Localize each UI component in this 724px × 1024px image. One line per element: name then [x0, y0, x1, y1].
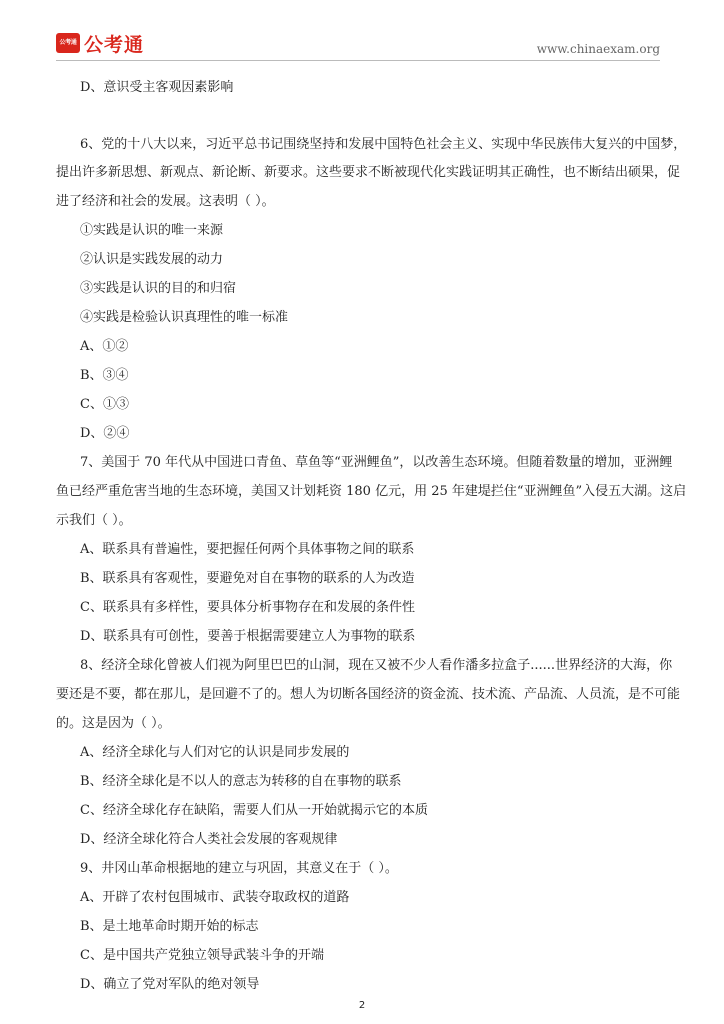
question-8-line: 8、经济全球化曾被人们视为阿里巴巴的山洞，现在又被不少人看作潘多拉盒子......世界经济的大海，你	[80, 658, 673, 673]
statement-line: ③实践是认识的目的和归宿	[80, 281, 237, 296]
option-line: D、经济全球化符合人类社会发展的客观规律	[80, 832, 338, 847]
option-line: D、联系具有可创性，要善于根据需要建立人为事物的联系	[80, 629, 416, 644]
site-url: www.chinaexam.org	[536, 42, 660, 56]
question-8-line: 要还是不要，都在那儿，是回避不了的。想人为切断各国经济的资金流、技术流、产品流、人员流，是不可能	[56, 687, 681, 702]
logo-badge-icon: 公考通	[56, 33, 80, 53]
option-line: B、联系具有客观性，要避免对自在事物的联系的人为改造	[80, 571, 415, 586]
question-9-line: 9、井冈山革命根据地的建立与巩固，其意义在于（ ）。	[80, 861, 398, 876]
option-line: A、开辟了农村包围城市、武装夺取政权的道路	[80, 890, 350, 905]
option-line: D、②④	[80, 426, 130, 441]
question-6-line: 6、党的十八大以来，习近平总书记围绕坚持和发展中国特色社会主义、实现中华民族伟大复兴的中国梦，	[80, 137, 687, 152]
option-line: B、是土地革命时期开始的标志	[80, 919, 259, 934]
statement-line: ④实践是检验认识真理性的唯一标准	[80, 310, 289, 325]
question-6-line: 提出许多新思想、新观点、新论断、新要求。这些要求不断被现代化实践证明其正确性，也不断结出硕果，促	[56, 165, 681, 180]
question-6-line: 进了经济和社会的发展。这表明（ ）。	[56, 194, 275, 209]
option-line: A、①②	[80, 339, 129, 354]
option-line: C、经济全球化存在缺陷，需要人们从一开始就揭示它的本质	[80, 803, 428, 818]
option-line: A、经济全球化与人们对它的认识是同步发展的	[80, 745, 350, 760]
option-line: B、经济全球化是不以人的意志为转移的自在事物的联系	[80, 774, 402, 789]
question-7-line: 示我们（ ）。	[56, 513, 132, 528]
option-line: B、③④	[80, 368, 129, 383]
question-8-line: 的。这是因为（ ）。	[56, 716, 171, 731]
option-line: C、是中国共产党独立领导武装斗争的开端	[80, 948, 324, 963]
statement-line: ②认识是实践发展的动力	[80, 252, 224, 267]
statement-line: ①实践是认识的唯一来源	[80, 223, 224, 238]
logo-text: 公考通	[84, 34, 145, 56]
page-number: 2	[358, 1000, 366, 1011]
option-line: D、确立了党对军队的绝对领导	[80, 977, 260, 992]
option-line: A、联系具有普遍性，要把握任何两个具体事物之间的联系	[80, 542, 415, 557]
page-header	[0, 0, 724, 62]
question-7-line: 7、美国于 70 年代从中国进口青鱼、草鱼等“亚洲鲤鱼”，以改善生态环境。但随着数量的增加，亚洲鲤	[80, 455, 673, 470]
question-7-line: 鱼已经严重危害当地的生态环境，美国又计划耗资 180 亿元，用 25 年建堤拦住“亚洲鲤鱼”入侵五大湖。这启	[56, 484, 687, 499]
option-line: C、联系具有多样性，要具体分析事物存在和发展的条件性	[80, 600, 415, 615]
option-line: C、①③	[80, 397, 129, 412]
option-line: D、意识受主客观因素影响	[80, 80, 234, 95]
header-divider	[56, 60, 660, 61]
